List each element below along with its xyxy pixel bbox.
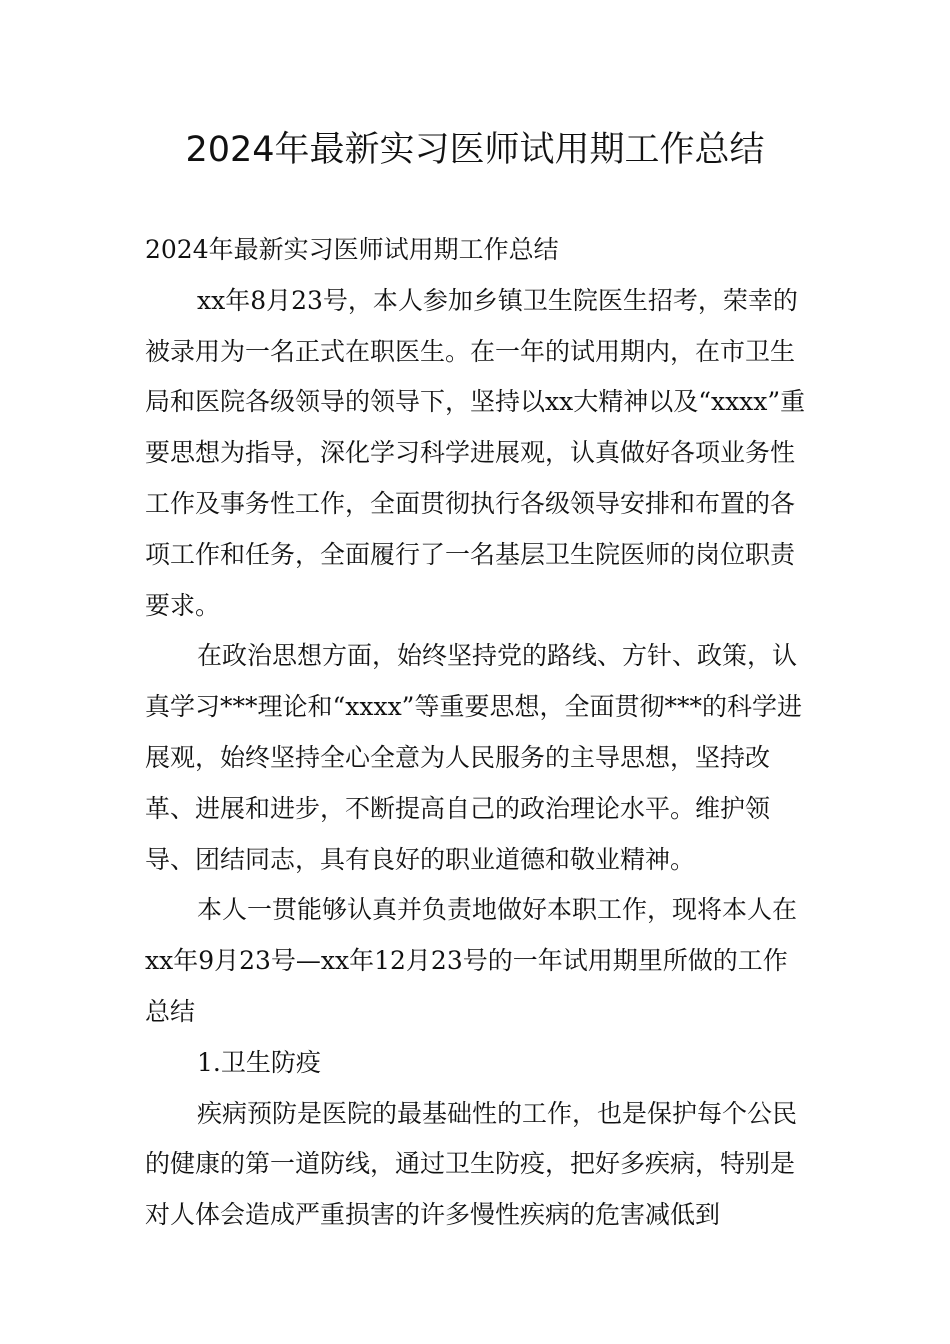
paragraph-political: 在政治思想方面，始终坚持党的路线、方针、政策，认真学习***理论和“xxxx”等重要思想，全面贯彻***的科学进展观，始终坚持全心全意为人民服务的主导思想，坚持改革、进展和进步，不断提高自己的政治理论水平。维护领导、团结同志，具有良好的职业道德和敬业精神。 xyxy=(145,641,802,874)
document-body xyxy=(145,225,807,1241)
paragraph-intro: xx年8月23号，本人参加乡镇卫生院医生招考，荣幸的被录用为一名正式在职医生。在一年的试用期内，在市卫生局和医院各级领导的领导下，坚持以xx大精神以及“xxxx”重要思想为指导，深化学习科学进展观，认真做好各项业务性工作及事务性工作，全面贯彻执行各级领导安排和布置的各项工作和任务，全面履行了一名基层卫生院医师的岗位职责要求。 xyxy=(145,285,806,620)
section-heading-epidemic-prevention: 1.卫生防疫 xyxy=(197,1047,321,1077)
document-subtitle: 2024年最新实习医师试用期工作总结 xyxy=(145,235,559,264)
paragraph-epidemic-prevention: 疾病预防是医院的最基础性的工作，也是保护每个公民的健康的第一道防线，通过卫生防疫，把好多疾病，特别是对人体会造成严重损害的许多慢性疾病的危害减低到 xyxy=(145,1098,798,1230)
paragraph-summary-intro: 本人一贯能够认真并负责地做好本职工作，现将本人在xx年9月23号—xx年12月23号的一年试用期里所做的工作总结 xyxy=(145,895,798,1026)
document-title: 2024年最新实习医师试用期工作总结 xyxy=(185,130,765,170)
